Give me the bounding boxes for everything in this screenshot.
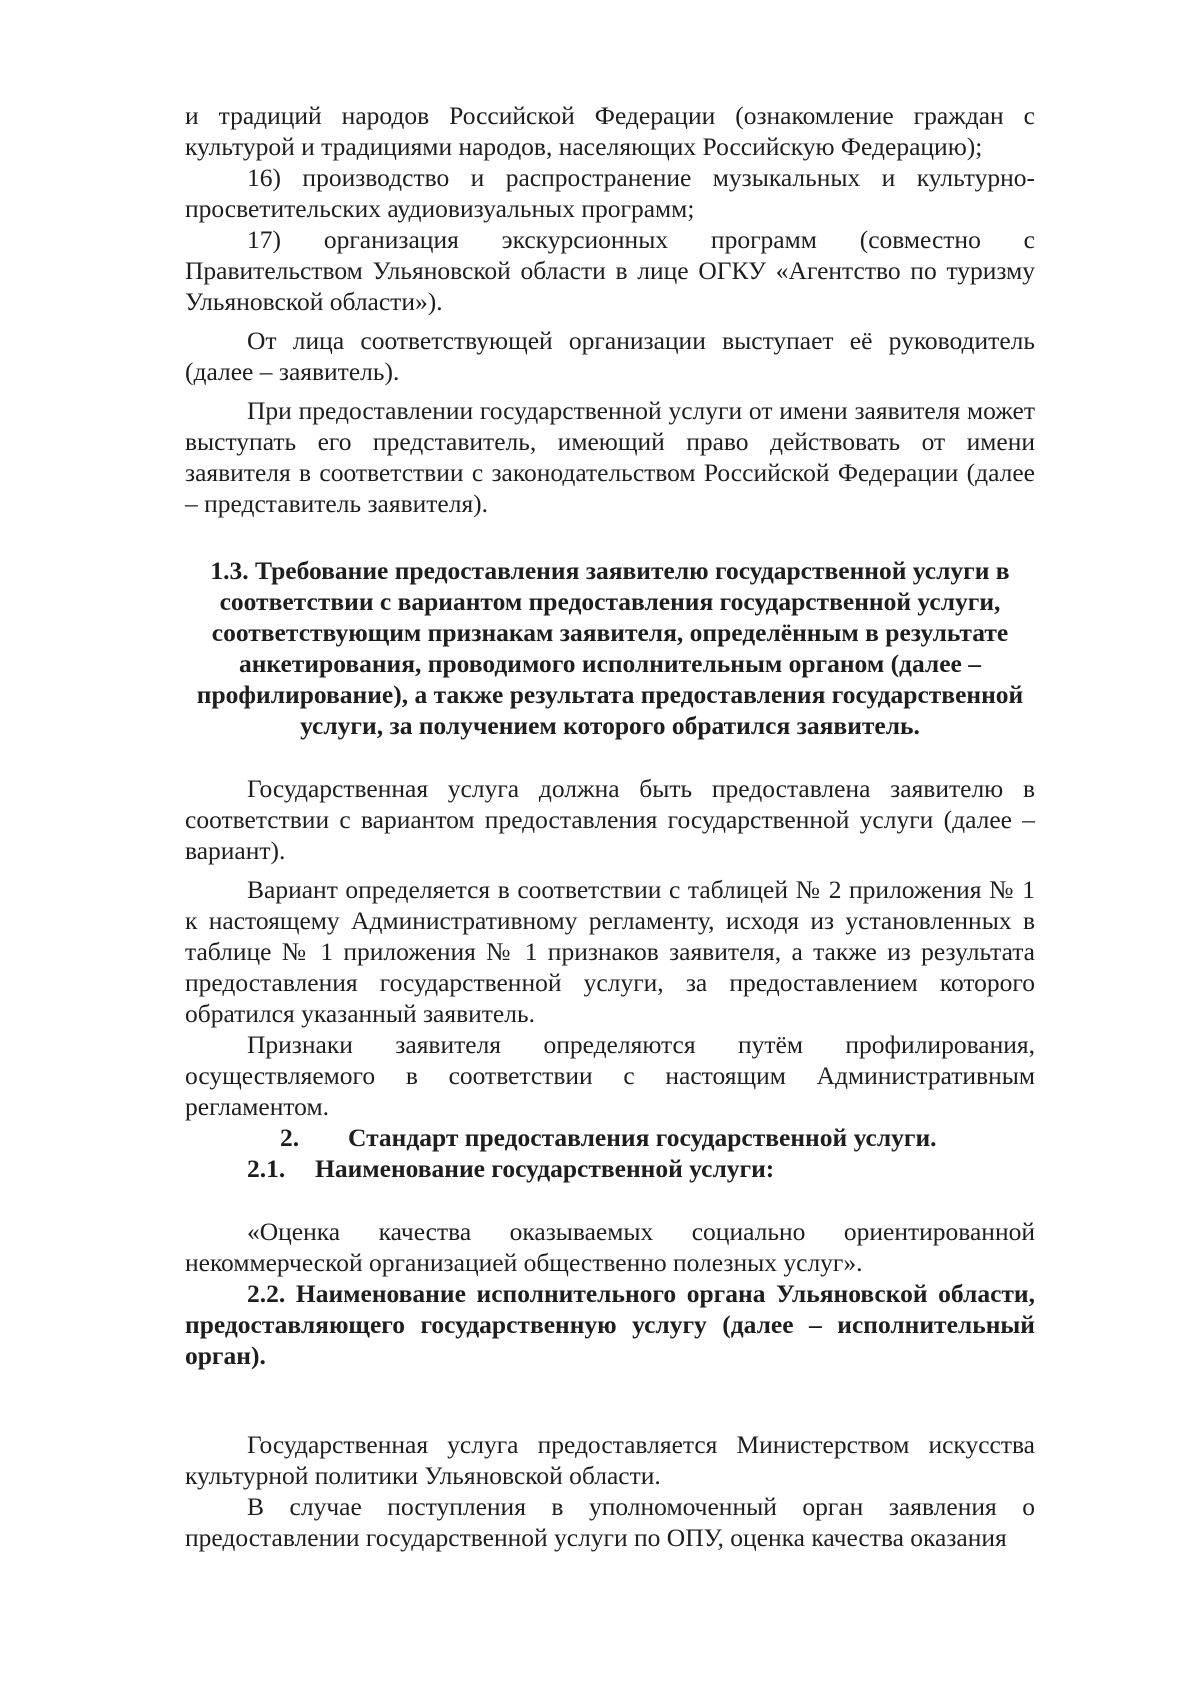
- heading-2-2: 2.2. Наименование исполнительного органа Ульяновской области, предоставляющего государственную услугу (далее – исполнительный орган).: [185, 1279, 1035, 1370]
- section-title: Стандарт предоставления государственной услуги.: [348, 1123, 937, 1152]
- paragraph-opu: В случае поступления в уполномоченный орган заявления о предоставлении государственной услуги по ОПУ, оценка качества оказания: [185, 1492, 1035, 1552]
- paragraph-ministry: Государственная услуга предоставляется Министерством искусства культурной политики Ульяновской области.: [185, 1430, 1035, 1490]
- section-number: 2.: [280, 1123, 300, 1152]
- heading-section-2-1: [185, 1153, 1035, 1184]
- section-title: Наименование государственной услуги:: [315, 1154, 775, 1183]
- paragraph-continuation: и традиций народов Российской Федерации (ознакомление граждан с культурой и традициями народов, населяющих Российскую Федерацию);: [185, 101, 1035, 161]
- heading-1-3: 1.3. Требование предоставления заявителю государственной услуги в соответствии с вариантом предоставления государственной услуги, соответствующим признакам заявителя, определённым в результате анкетирования, проводимого исполнительным органом (далее – профилирование), а также результата предоставления государственной услуги, за получением которого обратился заявитель.: [196, 556, 1024, 740]
- paragraph-variant-3: Признаки заявителя определяются путём профилирования, осуществляемого в соответствии с настоящим Административным регламентом.: [185, 1030, 1035, 1121]
- section-number: 2.1.: [247, 1154, 286, 1183]
- list-item-16: 16) производство и распространение музыкальных и культурно-просветительских аудиовизуальных программ;: [185, 163, 1035, 223]
- paragraph-variant-1: Государственная услуга должна быть предоставлена заявителю в соответствии с вариантом предоставления государственной услуги (далее – вариант).: [185, 774, 1035, 865]
- list-item-17: 17) организация экскурсионных программ (совместно с Правительством Ульяновской области в лице ОГКУ «Агентство по туризму Ульяновской области»).: [185, 225, 1035, 316]
- paragraph-applicant: От лица соответствующей организации выступает её руководитель (далее – заявитель).: [185, 326, 1035, 386]
- heading-section-2: [185, 1122, 1035, 1153]
- paragraph-representative: При предоставлении государственной услуги от имени заявителя может выступать его представитель, имеющий право действовать от имени заявителя в соответствии с законодательством Российской Федерации (далее – представитель заявителя).: [185, 396, 1035, 518]
- document-body: [185, 100, 1035, 1553]
- paragraph-variant-2: Вариант определяется в соответствии с таблицей № 2 приложения № 1 к настоящему Административному регламенту, исходя из установленных в таблице № 1 приложения № 1 признаков заявителя, а также из результата предоставления государственной услуги, за предоставлением которого обратился указанный заявитель.: [185, 875, 1035, 1028]
- paragraph-service-name: «Оценка качества оказываемых социально ориентированной некоммерческой организацией общественно полезных услуг».: [185, 1217, 1035, 1277]
